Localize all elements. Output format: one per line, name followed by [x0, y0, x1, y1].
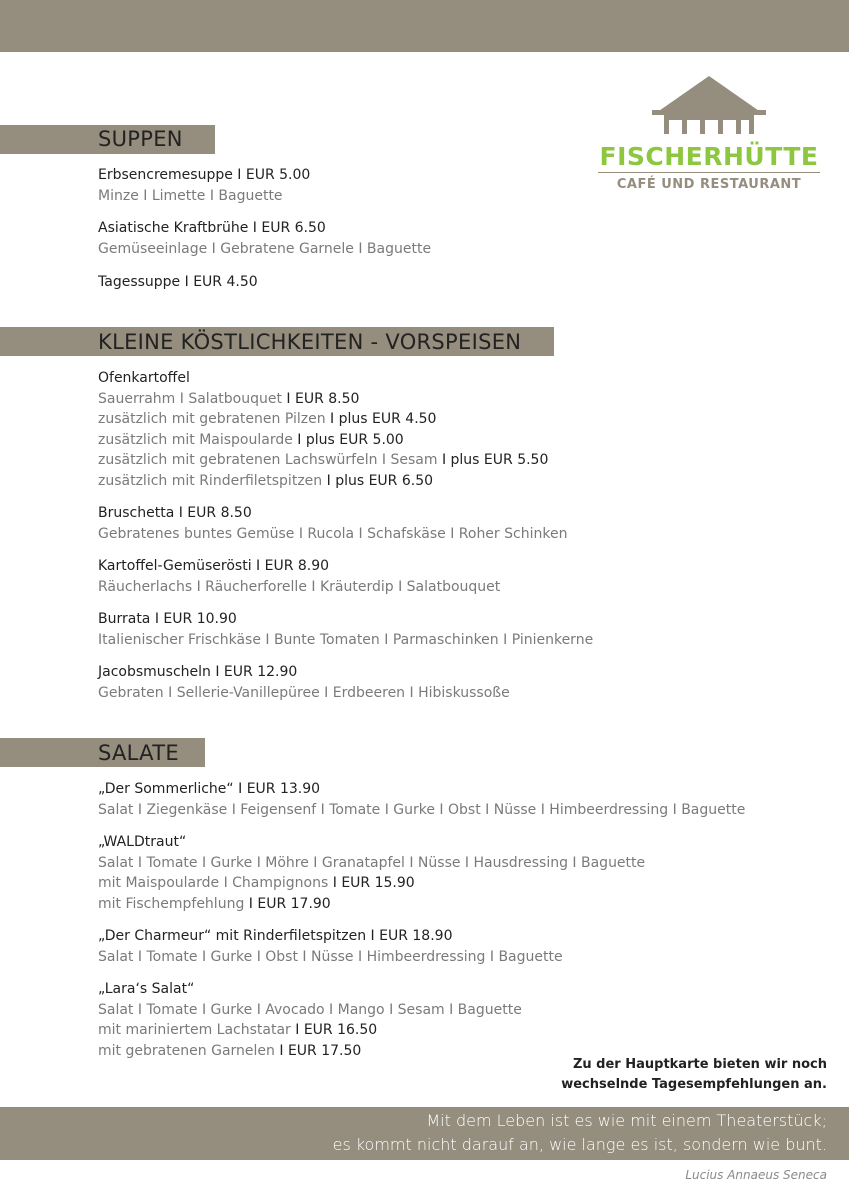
item-price: I plus EUR 5.00 — [297, 431, 404, 448]
menu-item — [98, 272, 258, 293]
item-name: „Lara‘s Salat“ — [98, 981, 195, 997]
logo-name: FISCHERHÜTTE — [599, 142, 819, 171]
item-description: Minze I Limette I Baguette — [98, 187, 283, 204]
item-name: Ofenkartoffel — [98, 370, 190, 386]
item-price: I plus EUR 6.50 — [326, 472, 434, 489]
menu-item — [98, 165, 310, 206]
top-bar — [0, 0, 849, 52]
item-name: Kartoffel-Gemüserösti I EUR 8.90 — [98, 558, 330, 574]
quote-line: Mit dem Leben ist es wie mit einem Theaterstück; — [426, 1111, 827, 1130]
restaurant-logo — [598, 76, 820, 196]
quote-line: es kommt nicht darauf an, wie lange es ist, sondern wie bunt. — [332, 1135, 827, 1154]
item-name: Jacobsmuscheln I EUR 12.90 — [98, 664, 298, 680]
item-option: zusätzlich mit gebratenen Lachswürfeln I Sesam — [98, 452, 442, 468]
note-line: wechselnde Tagesempfehlungen an. — [561, 1077, 827, 1092]
item-price: I EUR 17.90 — [248, 895, 331, 912]
item-name: „Der Charmeur“ mit Rinderfiletspitzen I EUR 18.90 — [98, 928, 453, 944]
menu-item — [98, 662, 510, 703]
item-name: „Der Sommerliche“ I EUR 13.90 — [98, 781, 321, 797]
logo-subtitle: CAFÉ UND RESTAURANT — [616, 177, 802, 192]
section-title-salate: SALATE — [98, 741, 179, 765]
quote-author: Lucius Annaeus Seneca — [685, 1168, 827, 1182]
item-option: zusätzlich mit Maispoularde — [98, 431, 298, 448]
item-name: Erbsencremesuppe I EUR 5.00 — [98, 167, 311, 183]
item-option: mit Fischempfehlung — [98, 895, 249, 912]
item-name: Tagessuppe I EUR 4.50 — [98, 274, 258, 290]
item-option: mit gebratenen Garnelen — [98, 1042, 280, 1059]
menu-item — [98, 832, 645, 914]
item-name: „WALDtraut“ — [98, 834, 187, 850]
menu-item — [98, 218, 431, 259]
item-description: Salat I Ziegenkäse I Feigensenf I Tomate I Gurke I Obst I Nüsse I Himbeerdressing I Baguette — [98, 801, 746, 818]
item-description: Sauerrahm I Salatbouquet — [98, 390, 287, 407]
item-option: zusätzlich mit gebratenen Pilzen — [98, 411, 331, 427]
item-price: I EUR 17.50 — [279, 1042, 362, 1059]
menu-item — [98, 503, 567, 544]
menu-item — [98, 556, 500, 597]
item-description: Gebraten I Sellerie-Vanillepüree I Erdbeeren I Hibiskussoße — [98, 684, 510, 701]
section-title-vorspeisen: KLEINE KÖSTLICHKEITEN - VORSPEISEN — [98, 330, 522, 354]
item-price: I plus EUR 5.50 — [441, 452, 549, 468]
menu-item — [98, 979, 522, 1061]
logo-divider — [598, 172, 820, 173]
item-option: mit mariniertem Lachstatar — [98, 1022, 296, 1038]
item-description: Salat I Tomate I Gurke I Avocado I Mango I Sesam I Baguette — [98, 1001, 522, 1018]
item-price: I EUR 8.50 — [286, 390, 360, 407]
item-name: Asiatische Kraftbrühe I EUR 6.50 — [98, 220, 326, 236]
item-description: Räucherlachs I Räucherforelle I Kräuterdip I Salatbouquet — [98, 578, 501, 595]
item-name: Burrata I EUR 10.90 — [98, 611, 237, 627]
item-description: Salat I Tomate I Gurke I Möhre I Granatapfel I Nüsse I Hausdressing I Baguette — [98, 854, 646, 871]
item-description: Italienischer Frischkäse I Bunte Tomaten I Parmaschinken I Pinienkerne — [98, 631, 594, 648]
item-option: mit Maispoularde I Champignons — [98, 875, 333, 891]
section-title-suppen: SUPPEN — [98, 127, 183, 151]
item-price: I plus EUR 4.50 — [330, 411, 437, 427]
item-option: zusätzlich mit Rinderfiletspitzen — [98, 472, 327, 489]
menu-item — [98, 368, 548, 491]
quote — [333, 1109, 827, 1157]
daily-specials-note — [561, 1055, 827, 1095]
menu-item — [98, 609, 593, 650]
item-description: Salat I Tomate I Gurke I Obst I Nüsse I Himbeerdressing I Baguette — [98, 948, 563, 965]
item-name: Bruschetta I EUR 8.50 — [98, 505, 252, 521]
item-price: I EUR 15.90 — [332, 875, 415, 891]
item-description: Gebratenes buntes Gemüse I Rucola I Schafskäse I Roher Schinken — [98, 525, 568, 542]
item-description: Gemüseeinlage I Gebratene Garnele I Baguette — [98, 240, 432, 257]
menu-item — [98, 926, 563, 967]
hut-icon — [650, 76, 768, 138]
menu-item — [98, 779, 745, 820]
note-line: Zu der Hauptkarte bieten wir noch — [572, 1057, 827, 1072]
item-price: I EUR 16.50 — [295, 1022, 378, 1038]
